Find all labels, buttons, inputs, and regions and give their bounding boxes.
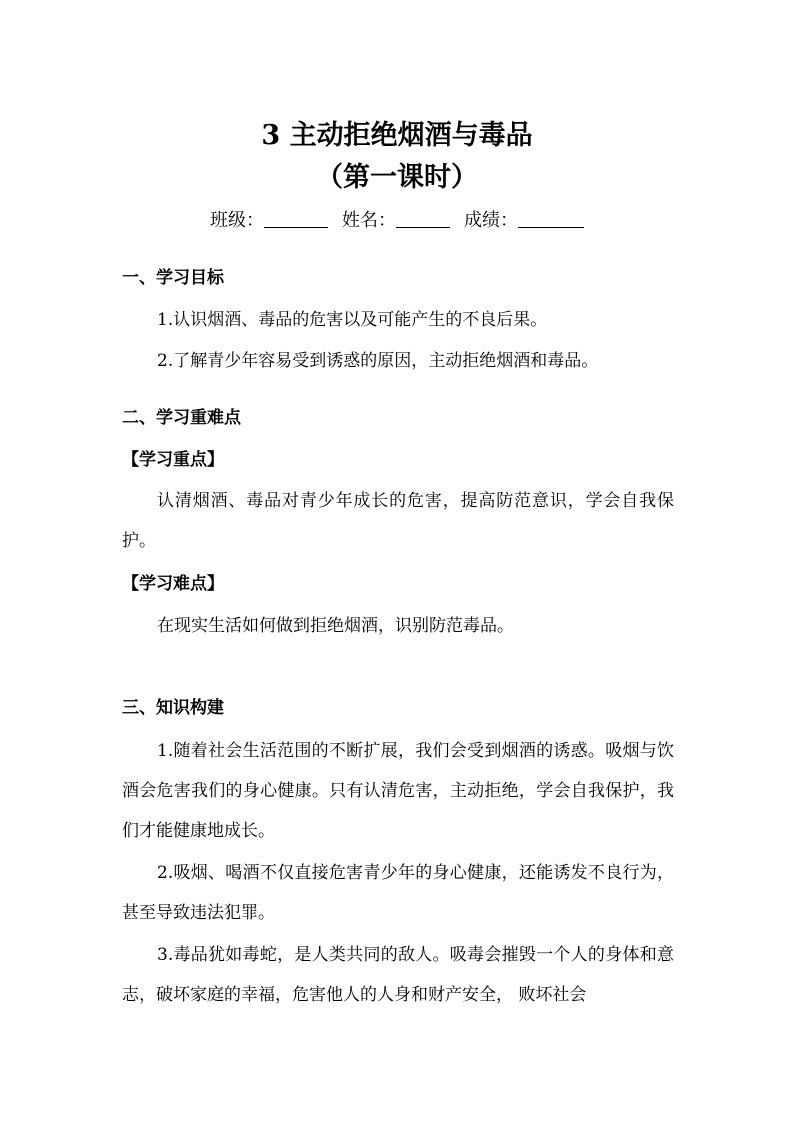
goal-item: 2.了解青少年容易受到诱惑的原因，主动拒绝烟酒和毒品。	[157, 351, 599, 371]
class-label: 班级：	[210, 210, 264, 231]
name-label: 姓名：	[342, 210, 396, 231]
section-heading-key-points: 二、学习重难点	[122, 408, 241, 428]
document-subtitle: （第一课时）	[316, 162, 478, 193]
goal-item: 1.认识烟酒、毒品的危害以及可能产生的不良后果。	[157, 310, 548, 330]
key-point-text: 认清烟酒、毒品对青少年成长的危害，提高防范意识，学会自我保护。	[122, 491, 674, 551]
difficult-point-label: 【学习难点】	[122, 574, 224, 594]
knowledge-item: 1.随着社会生活范围的不断扩展，我们会受到烟酒的诱惑。吸烟与饮酒会危害我们的身心健康。只有认清危害，主动拒绝，学会自我保护，我们才能健康地成长。	[122, 741, 674, 841]
knowledge-item: 3.毒品犹如毒蛇，是人类共同的敌人。吸毒会摧毁一个人的身体和意志，破坏家庭的幸福，危害他人的人身和财产安全， 败坏社会	[122, 945, 674, 1005]
difficult-point-text: 在现实生活如何做到拒绝烟酒，识别防范毒品。	[157, 616, 514, 636]
knowledge-item: 2.吸烟、喝酒不仅直接危害青少年的身心健康，还能诱发不良行为，甚至导致违法犯罪。	[122, 863, 674, 923]
document-title: 3 主动拒绝烟酒与毒品	[261, 120, 533, 151]
key-point-label: 【学习重点】	[122, 450, 224, 470]
score-label: 成绩：	[464, 210, 518, 231]
score-blank[interactable]	[518, 207, 584, 228]
student-info-line	[0, 206, 794, 236]
section-heading-goals: 一、学习目标	[122, 268, 224, 288]
name-blank[interactable]	[396, 207, 450, 228]
class-blank[interactable]	[264, 207, 328, 228]
section-heading-knowledge: 三、知识构建	[122, 698, 224, 718]
